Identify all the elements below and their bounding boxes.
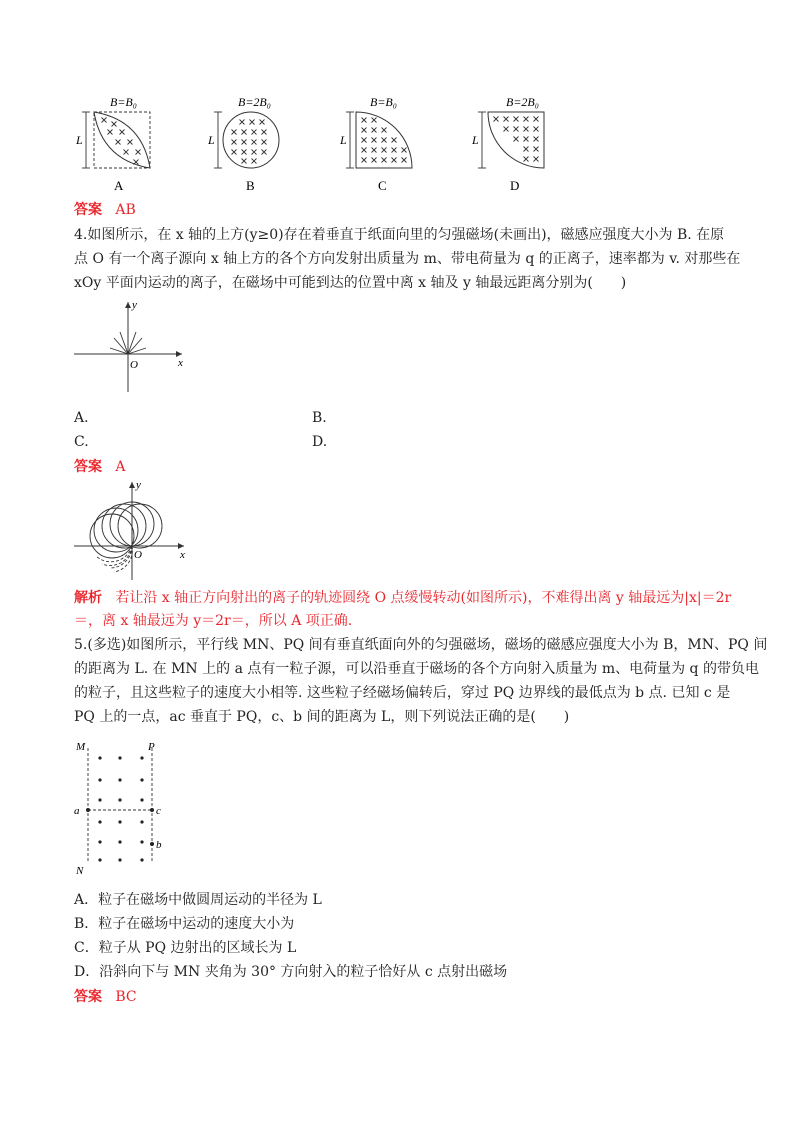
q5-fig-label-m: M	[76, 741, 86, 753]
q4-fig-x-label: x	[178, 357, 183, 369]
q5-option-a: A．粒子在磁场中做圆周运动的半径为 L	[74, 892, 322, 908]
q4-option-b: B.	[312, 410, 327, 426]
q5-answer	[74, 986, 137, 1008]
q4-figure	[70, 296, 200, 394]
answer-tag: 答案	[74, 459, 102, 475]
figure-d-field-label: B=2B₀	[506, 95, 539, 109]
q5-line-1: 5.(多选)如图所示，平行线 MN、PQ 间有垂直纸面向外的匀强磁场，磁场的磁感应强度大小为 B，MN、PQ 间	[74, 637, 768, 653]
q5-line-4: PQ 上的一点，ac 垂直于 PQ，c、b 间的距离为 L，则下列说法正确的是( )	[74, 709, 570, 725]
figure-c	[339, 95, 412, 193]
q5-fig-label-p: P	[148, 741, 155, 753]
figure-a-side-label: L	[76, 133, 83, 147]
q4-fig-origin-label: O	[130, 359, 138, 371]
q4-analysis-figure	[70, 478, 200, 582]
figure-c-label: C	[378, 178, 387, 193]
q5-figure	[70, 738, 180, 878]
q5-figure-svg	[70, 738, 180, 878]
q4-line-2: 点 O 有一个离子源向 x 轴上方的各个方向发射出质量为 m、带电荷量为 q 的正离子，速率都为 v. 对那些在	[74, 251, 741, 267]
q4-analysis-line-1	[74, 587, 731, 609]
q4-line-1: 4.如图所示，在 x 轴的上方(y≥0)存在着垂直于纸面向里的匀强磁场(未画出)，磁感应强度大小为 B. 在原	[74, 227, 725, 243]
q5-fig-label-b: b	[156, 839, 162, 851]
q4-analysis-line-2: ＝，离 x 轴最远为 y＝2r＝，所以 A 项正确.	[74, 613, 353, 629]
answer-value: A	[115, 459, 126, 475]
q4-line-3: xOy 平面内运动的离子，在磁场中可能到达的位置中离 x 轴及 y 轴最远距离分别为( )	[74, 275, 627, 291]
q3-figures	[70, 92, 590, 202]
q4-fig-y-label: y	[132, 299, 137, 311]
q3-answer	[74, 199, 136, 221]
q4-fig2-origin-label: O	[134, 549, 142, 561]
figure-c-side-label: L	[340, 133, 347, 147]
figure-c-field-label: B=B₀	[370, 95, 397, 109]
answer-value: AB	[115, 202, 136, 218]
q4-option-d: D.	[312, 434, 328, 450]
figure-d-label: D	[510, 178, 520, 193]
figure-b-field-label: B=2B₀	[238, 95, 271, 109]
q4-answer	[74, 456, 125, 478]
figure-b-side-label: L	[208, 133, 215, 147]
answer-tag: 答案	[74, 202, 102, 218]
q5-option-c: C．粒子从 PQ 边射出的区域长为 L	[74, 940, 297, 956]
q4-option-a: A.	[74, 410, 89, 426]
answer-value: BC	[115, 989, 137, 1005]
q4-analysis-figure-svg	[70, 478, 200, 582]
figure-a-label: A	[114, 178, 124, 193]
figure-d-side-label: L	[472, 133, 479, 147]
analysis-tag: 解析	[74, 590, 102, 606]
q5-option-b: B．粒子在磁场中运动的速度大小为	[74, 916, 295, 932]
q4-fig2-y-label: y	[136, 479, 141, 491]
q5-line-2: 的距离为 L. 在 MN 上的 a 点有一粒子源，可以沿垂直于磁场的各个方向射入质量为 m、电荷量为 q 的带负电	[74, 661, 759, 677]
answer-tag: 答案	[74, 989, 102, 1005]
q4-fig2-x-label: x	[180, 549, 185, 561]
figure-b	[207, 95, 279, 193]
q4-figure-svg	[70, 296, 200, 394]
figure-a-field-label: B=B₀	[110, 95, 137, 109]
q3-figures-svg	[70, 92, 590, 202]
q4-option-c: C.	[74, 434, 89, 450]
q5-fig-label-c: c	[156, 805, 161, 817]
q5-fig-label-n: N	[76, 865, 84, 877]
analysis-text: 若让沿 x 轴正方向射出的离子的轨迹圆绕 O 点缓慢转动(如图所示)，不难得出离 y 轴最远为|x|＝2r	[115, 590, 732, 606]
q5-fig-label-a: a	[74, 805, 80, 817]
figure-d	[471, 95, 544, 193]
figure-b-label: B	[246, 178, 255, 193]
q5-line-3: 的粒子，且这些粒子的速度大小相等. 这些粒子经磁场偏转后，穿过 PQ 边界线的最低点为 b 点. 已知 c 是	[74, 685, 731, 701]
figure-a	[75, 95, 150, 193]
q5-option-d: D．沿斜向下与 MN 夹角为 30° 方向射入的粒子恰好从 c 点射出磁场	[74, 964, 508, 980]
